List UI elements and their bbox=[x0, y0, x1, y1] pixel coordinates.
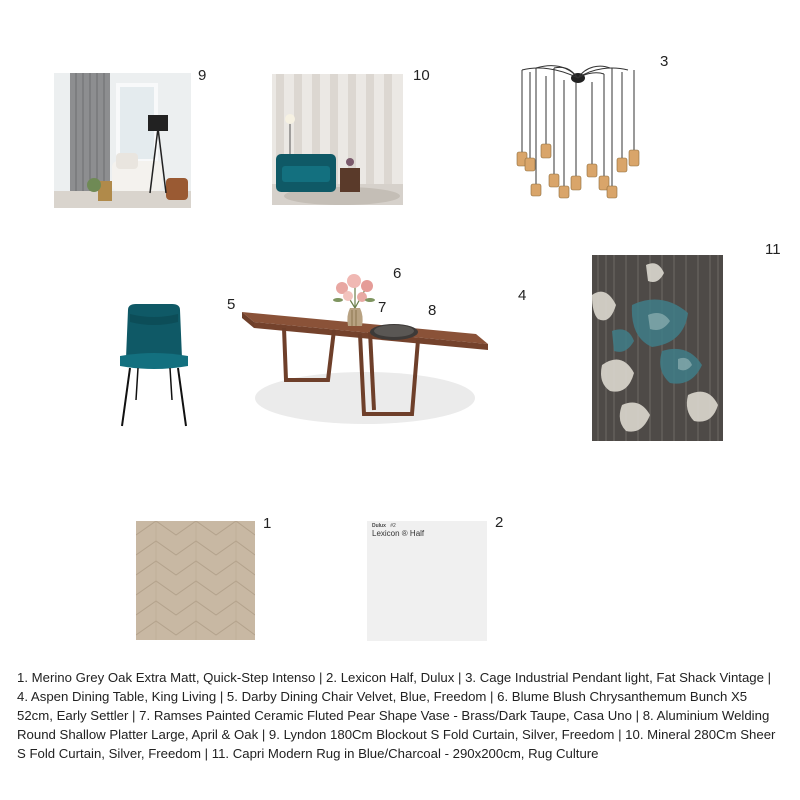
item-number-7: 7 bbox=[378, 299, 387, 316]
product-list-caption: 1. Merino Grey Oak Extra Matt, Quick-Step Intenso | 2. Lexicon Half, Dulux | 3. Cage Industrial Pendant light, Fat Shack Vintage | 4. Aspen Dining Table, King Living | 5. Darby Dining Chair Velvet, Blue, Freedom | 6. Blume Blush Chrysanthemum Bunch X5 52cm, Early Settler | 7. Ramses Painted Ceramic Fluted Pear Shape Vase - Brass/Dark Taupe, Casa Uno | 8. Aluminium Welding Round Shallow Platter Large, April & Oak | 9. Lyndon 180Cm Blockout S Fold Curtain, Silver, Freedom | 10. Mineral 280Cm Sheer S Fold Curtain, Silver, Freedom | 11. Capri Modern Rug in Blue/Charcoal - 290x200cm, Rug Culture bbox=[17, 670, 776, 761]
item-number-8: 8 bbox=[428, 302, 437, 319]
item-number-3: 3 bbox=[660, 53, 669, 70]
item-number-6: 6 bbox=[393, 265, 402, 282]
item-number-9: 9 bbox=[198, 67, 207, 84]
paint-swatch-2 bbox=[367, 521, 487, 641]
item-number-2: 2 bbox=[495, 514, 504, 531]
pendant-light-image-3 bbox=[510, 62, 646, 204]
sheer-curtain-image-10 bbox=[272, 74, 403, 205]
dining-table-image-4 bbox=[240, 270, 490, 436]
item-number-1: 1 bbox=[263, 515, 272, 532]
swatch-code: #2 bbox=[390, 523, 396, 529]
item-number-10: 10 bbox=[413, 67, 430, 84]
rug-image-11 bbox=[592, 255, 723, 441]
swatch-label: Lexicon ® Half bbox=[372, 529, 425, 538]
item-number-11: 11 bbox=[765, 241, 781, 258]
item-number-4: 4 bbox=[518, 287, 527, 304]
item-number-5: 5 bbox=[227, 296, 236, 313]
swatch-brand: Dulux bbox=[372, 523, 386, 529]
curtain-room-image-9 bbox=[54, 73, 191, 208]
dining-chair-image-5 bbox=[114, 300, 194, 430]
oak-floor-swatch-1 bbox=[136, 521, 255, 640]
